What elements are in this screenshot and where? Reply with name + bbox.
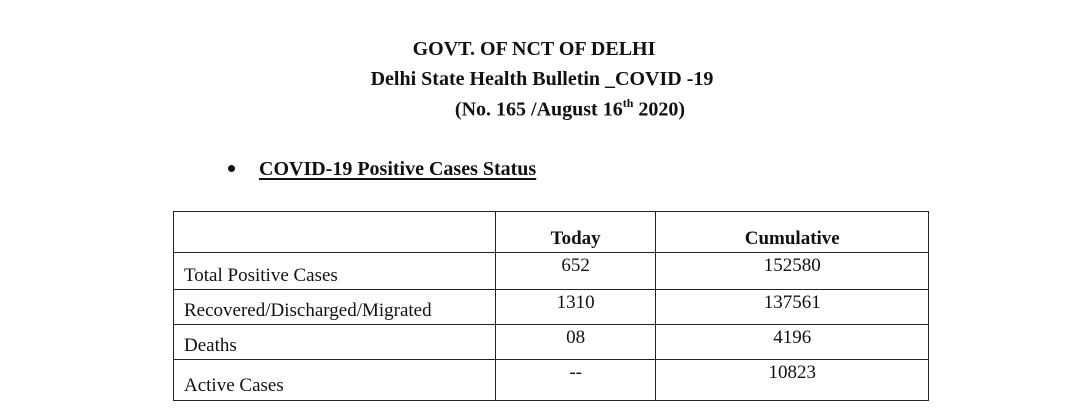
cumulative-value: 152580 bbox=[656, 253, 929, 290]
today-value: -- bbox=[495, 360, 656, 401]
table-row bbox=[174, 325, 929, 360]
section-title: COVID-19 Positive Cases Status bbox=[259, 158, 537, 180]
bulletin-title: Delhi State Health Bulletin _COVID -19 bbox=[370, 68, 714, 90]
govt-title: GOVT. OF NCT OF DELHI bbox=[412, 38, 656, 60]
table-row bbox=[174, 253, 929, 290]
cumulative-value: 4196 bbox=[656, 325, 929, 360]
today-value: 1310 bbox=[495, 290, 656, 325]
bullet-icon bbox=[228, 165, 235, 172]
column-header-today: Today bbox=[495, 212, 656, 253]
today-value: 652 bbox=[495, 253, 656, 290]
row-label: Active Cases bbox=[174, 360, 496, 401]
today-value: 08 bbox=[495, 325, 656, 360]
row-label: Total Positive Cases bbox=[174, 253, 496, 290]
cumulative-value: 137561 bbox=[656, 290, 929, 325]
table-row bbox=[174, 290, 929, 325]
table-row bbox=[174, 360, 929, 401]
date-superscript: th bbox=[622, 96, 634, 110]
bulletin-number-prefix: (No. 165 /August 16 bbox=[454, 98, 623, 121]
bulletin-number-suffix: 2020) bbox=[633, 98, 686, 121]
bulletin-number bbox=[30, 97, 1080, 122]
column-header-blank bbox=[174, 212, 496, 253]
row-label: Recovered/Discharged/Migrated bbox=[174, 290, 496, 325]
cumulative-value: 10823 bbox=[656, 360, 929, 401]
column-header-cumulative: Cumulative bbox=[656, 212, 929, 253]
row-label: Deaths bbox=[174, 325, 496, 360]
section-heading bbox=[228, 158, 536, 181]
cases-status-table bbox=[173, 211, 929, 401]
table-header-row bbox=[174, 212, 929, 253]
